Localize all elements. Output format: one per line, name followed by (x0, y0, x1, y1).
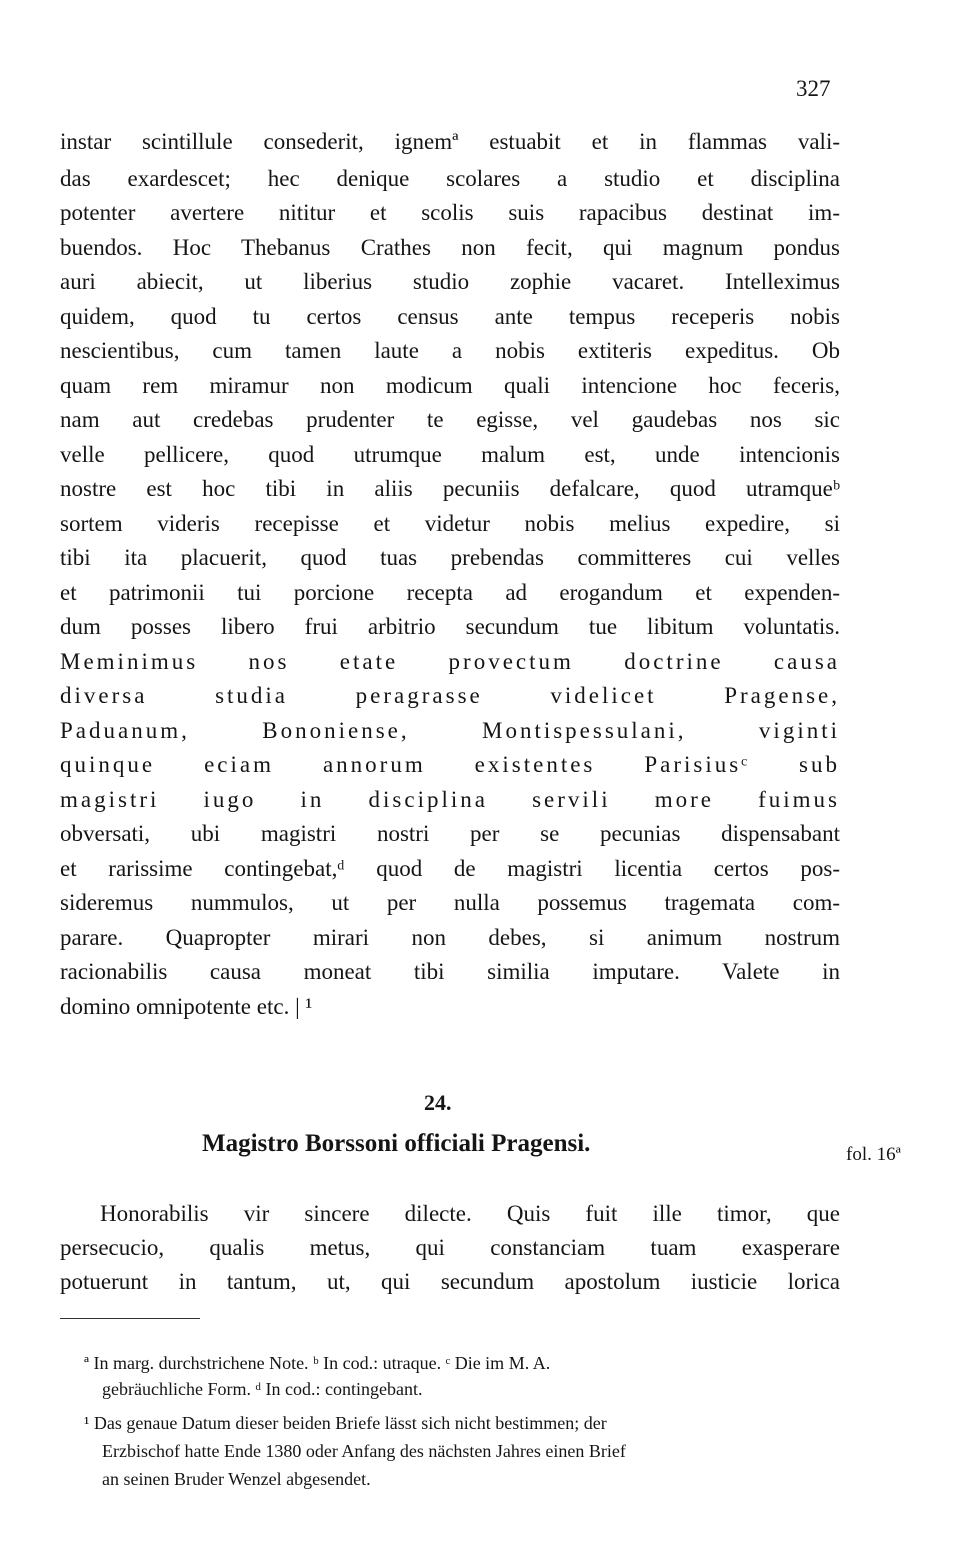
letter-line: Honorabilis vir sincere dilecte. Quis fuit ille timor, que (100, 1201, 840, 1226)
body-line: nam aut credebas prudenter te egisse, vel gaudebas nos sic (60, 407, 840, 432)
body-line: magistri iugo in disciplina servili more fuimus (60, 787, 840, 812)
body-line: Meminimus nos etate provectum doctrine causa (60, 649, 840, 674)
body-line: quam rem miramur non modicum quali intencione hoc feceris, (60, 373, 840, 398)
footnote-line: gebräuchliche Form. ᵈ In cod.: contingebant. (102, 1379, 423, 1399)
body-line: et patrimonii tui porcione recepta ad erogandum et expenden- (60, 580, 840, 605)
margin-folio-note: fol. 16ª (846, 1144, 901, 1165)
body-line: dum posses libero frui arbitrio secundum tue libitum voluntatis. (60, 614, 840, 639)
body-line: instar scintillule consederit, ignemª estuabit et in flammas vali- (60, 129, 840, 154)
footnote-rule (60, 1318, 200, 1319)
body-line: buendos. Hoc Thebanus Crathes non fecit, qui magnum pondus (60, 235, 840, 260)
letter-line: potuerunt in tantum, ut, qui secundum apostolum iusticie lorica (60, 1269, 840, 1294)
footnote-line: ¹ Das genaue Datum dieser beiden Briefe lässt sich nicht bestimmen; der (84, 1413, 607, 1433)
body-line: nescientibus, cum tamen laute a nobis extiteris expeditus. Ob (60, 338, 840, 363)
body-line: tibi ita placuerit, quod tuas prebendas committeres cui velles (60, 545, 840, 570)
body-line: das exardescet; hec denique scolares a studio et disciplina (60, 166, 840, 191)
body-line: et rarissime contingebat,ᵈ quod de magistri licentia certos pos- (60, 856, 840, 881)
body-line: auri abiecit, ut liberius studio zophie vacaret. Intelleximus (60, 269, 840, 294)
body-line: nostre est hoc tibi in aliis pecuniis defalcare, quod utramqueᵇ (60, 476, 840, 501)
body-line: obversati, ubi magistri nostri per se pecunias dispensabant (60, 821, 840, 846)
body-line: domino omnipotente etc. | ¹ (60, 994, 313, 1019)
body-line: sideremus nummulos, ut per nulla possemus tragemata com- (60, 890, 840, 915)
body-line: quidem, quod tu certos census ante tempus receperis nobis (60, 304, 840, 329)
body-line: velle pellicere, quod utrumque malum est, unde intencionis (60, 442, 840, 467)
body-line: parare. Quapropter mirari non debes, si animum nostrum (60, 925, 840, 950)
body-line: quinque eciam annorum existentes Parisiusᶜ sub (60, 752, 840, 777)
footnote-line: an seinen Bruder Wenzel abgesendet. (102, 1469, 371, 1489)
body-line: sortem videris recepisse et videtur nobis melius expedire, si (60, 511, 840, 536)
letter-line: persecucio, qualis metus, qui constanciam tuam exasperare (60, 1235, 840, 1260)
footnote-line: Erzbischof hatte Ende 1380 oder Anfang des nächsten Jahres einen Brief (102, 1441, 626, 1461)
page-number: 327 (796, 76, 831, 101)
body-line: Paduanum, Bononiense, Montispessulani, viginti (60, 718, 840, 743)
footnote-line: ª In marg. durchstrichene Note. ᵇ In cod.: utraque. ᶜ Die im M. A. (84, 1353, 551, 1373)
letter-number: 24. (424, 1090, 452, 1115)
body-line: racionabilis causa moneat tibi similia imputare. Valete in (60, 959, 840, 984)
body-line: potenter avertere nititur et scolis suis rapacibus destinat im- (60, 200, 840, 225)
letter-heading: Magistro Borssoni officiali Pragensi. (202, 1130, 591, 1157)
body-line: diversa studia peragrasse videlicet Pragense, (60, 683, 840, 708)
